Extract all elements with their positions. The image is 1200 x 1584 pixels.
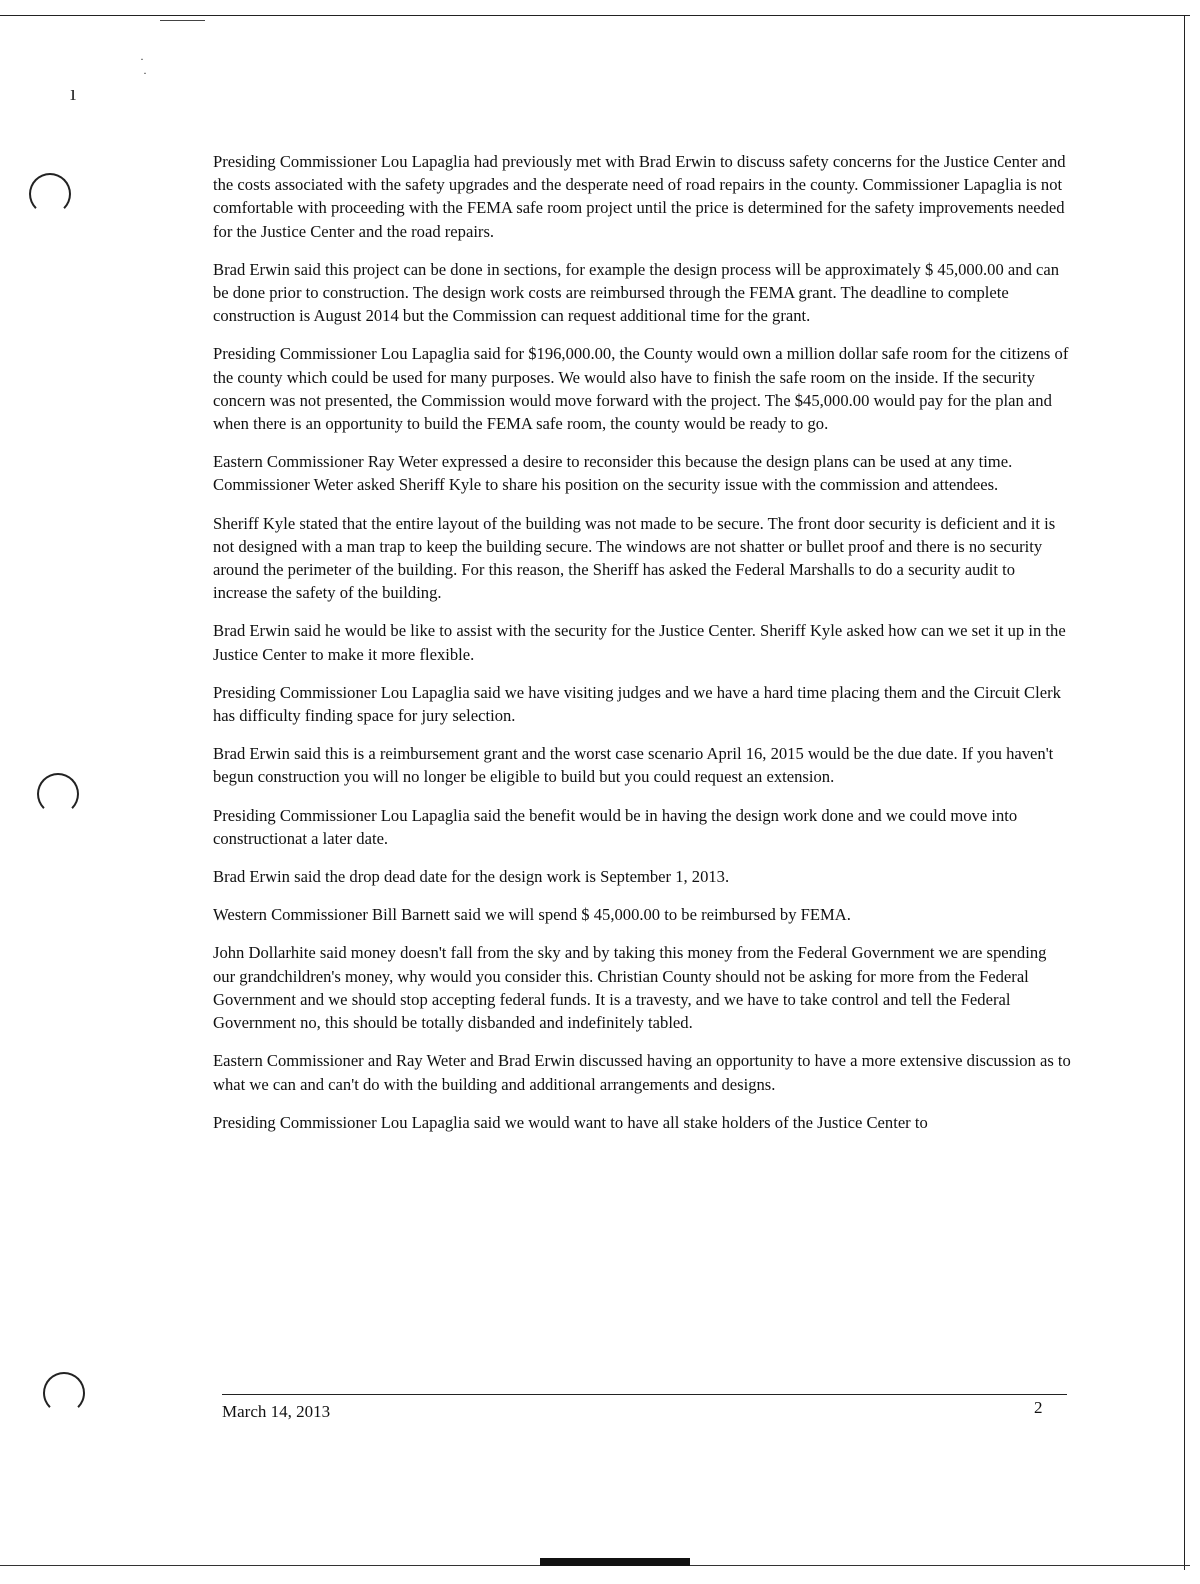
paragraph: Presiding Commissioner Lou Lapaglia said we would want to have all stake holders of the Justice Center to <box>213 1112 928 1132</box>
footer-rule <box>222 1394 1067 1395</box>
scan-speck: · <box>140 52 144 66</box>
scan-edge-right <box>1184 15 1185 1570</box>
paragraph: Presiding Commissioner Lou Lapaglia had previously met with Brad Erwin to discuss safety concerns for the Justice Center and the costs associated with the safety upgrades and the desperate need of road repairs in the county. Commissioner Lapaglia is not comfortable with proceeding with the FEMA safe room project until the price is determined for the safety improvements needed for the Justice Center and the road repairs. <box>213 152 1066 241</box>
scan-edge-top <box>0 15 1190 16</box>
scan-speck: ı <box>70 80 77 105</box>
footer-date: March 14, 2013 <box>222 1402 331 1421</box>
scan-mark <box>160 20 205 21</box>
paragraph: Brad Erwin said this is a reimbursement grant and the worst case scenario April 16, 2015 would be the due date. If you haven't begun construction you will no longer be eligible to build but you could request an extension. <box>213 744 1054 787</box>
paragraph: Brad Erwin said he would be like to assist with the security for the Justice Center. Sheriff Kyle asked how can we set it up in the Justice Center to make it more flexible. <box>213 621 1066 664</box>
punch-hole-middle <box>37 773 79 815</box>
paragraph: Sheriff Kyle stated that the entire layout of the building was not made to be secure. The front door security is deficient and it is not designed with a man trap to keep the building secure. The windows are not shatter or bullet proof and there is no security around the perimeter of the building. For this reason, the Sheriff has asked the Federal Marshalls to do a security audit to increase the safety of the building. <box>213 513 1056 603</box>
paragraph: Eastern Commissioner Ray Weter expressed a desire to reconsider this because the design plans can be used at any time. Commissioner Weter asked Sheriff Kyle to share his position on the security issue with the commission and attendees. <box>213 452 1013 495</box>
scan-mark <box>540 1558 690 1566</box>
paragraph: Eastern Commissioner and Ray Weter and Brad Erwin discussed having an opportunity to have a more extensive discussion as to what we can and can't do with the building and additional arrangements and designs. <box>213 1051 1071 1094</box>
document-body <box>213 150 1071 1149</box>
paragraph: John Dollarhite said money doesn't fall from the sky and by taking this money from the Federal Government we are spending our grandchildren's money, why would you consider this. Christian County should not be asking for more from the Federal Government and we should stop accepting federal funds. It is a travesty, and we have to take control and tell the Federal Government no, this should be totally disbanded and indefinitely tabled. <box>213 943 1047 1033</box>
punch-hole-bottom <box>43 1372 85 1414</box>
paragraph: Presiding Commissioner Lou Lapaglia said we have visiting judges and we have a hard time placing them and the Circuit Clerk has difficulty finding space for jury selection. <box>213 682 1061 726</box>
scan-speck: · <box>143 66 147 80</box>
punch-hole-top <box>29 173 71 215</box>
paragraph: Presiding Commissioner Lou Lapaglia said for $196,000.00, the County would own a million dollar safe room for the citizens of the county which could be used for many purposes. We would also have to finish the safe room on the inside. If the security concern was not presented, the Commission would move forward with the project. The $45,000.00 would pay for the plan and when there is an opportunity to build the FEMA safe room, the county would be ready to go. <box>213 344 1069 434</box>
paragraph: Brad Erwin said the drop dead date for the design work is September 1, 2013. <box>213 867 730 887</box>
paragraph: Brad Erwin said this project can be done in sections, for example the design process will be approximately $ 45,000.00 and can be done prior to construction. The design work costs are reimbursed through the FEMA grant. The deadline to complete construction is August 2014 but the Commission can request additional time for the grant. <box>213 259 1060 326</box>
paragraph: Presiding Commissioner Lou Lapaglia said the benefit would be in having the design work done and we could move into constructionat a later date. <box>213 805 1018 848</box>
page-number: 2 <box>1034 1398 1043 1417</box>
paragraph: Western Commissioner Bill Barnett said we will spend $ 45,000.00 to be reimbursed by FEMA. <box>213 905 851 925</box>
